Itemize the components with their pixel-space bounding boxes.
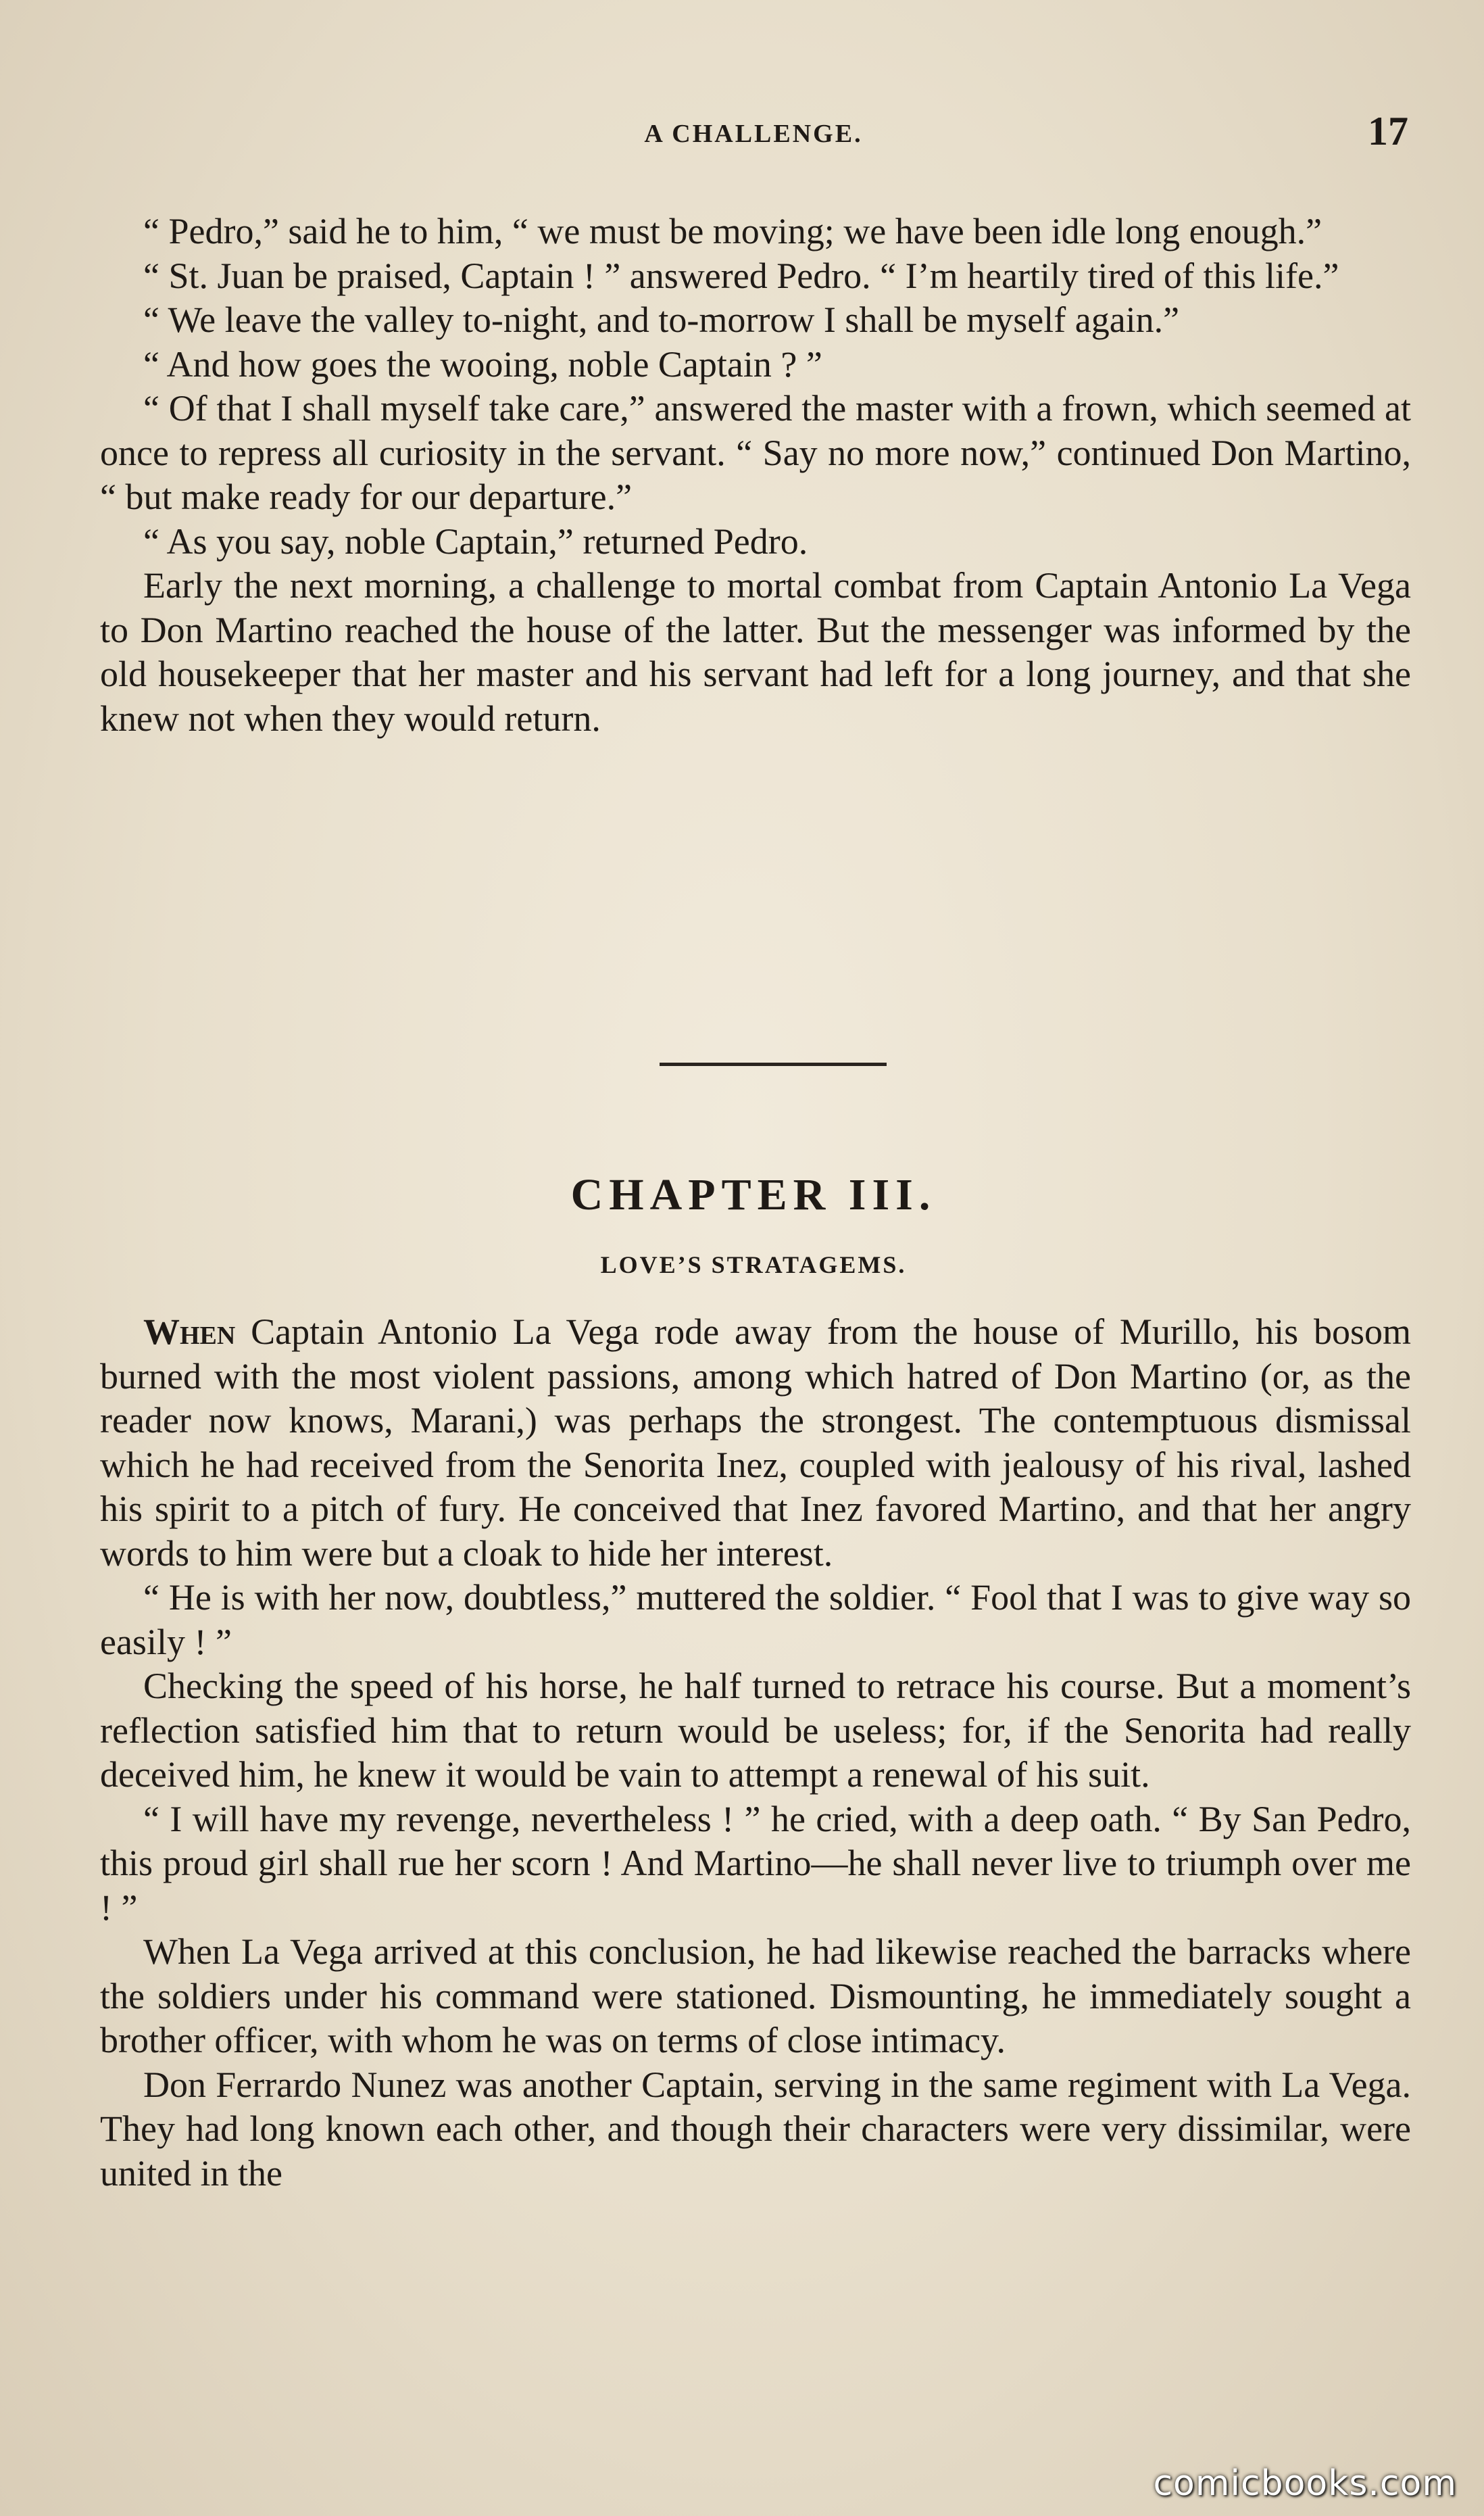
paragraph: “ He is with her now, doubtless,” muttered the soldier. “ Fool that I was to give way so easily ! ” [100, 1577, 1411, 1662]
paragraph: “ As you say, noble Captain,” returned Pedro. [143, 521, 808, 562]
paragraph: “ Of that I shall myself take care,” answered the master with a frown, which seemed at once to repress all curiosity in the servant. “ Say no more now,” continued Don Martino, “ but make ready for our departure.” [100, 388, 1411, 517]
paragraph: Checking the speed of his horse, he half turned to retrace his course. But a moment’s reflection satisfied him that to return would be useless; for, if the Senorita had really deceived him, he knew it would be vain to attempt a renewal of his suit. [100, 1666, 1411, 1795]
running-head: A CHALLENGE. [644, 120, 863, 148]
paragraph: “ St. Juan be praised, Captain ! ” answered Pedro. “ I’m heartily tired of this life.” [143, 255, 1339, 296]
opening-paragraph-text: Captain Antonio La Vega rode away from the house of Murillo, his bosom burned with the most violent passions, among which hatred of Don Martino (or, as the reader now knows, Marani,) was perhaps the strongest. The contemptuous dismissal which he had received from the Senorita Inez, coupled with jealousy of his rival, lashed his spirit to a pitch of fury. He conceived that Inez favored Martino, and that her angry words to him were but a cloak to hide her interest. [100, 1311, 1411, 1574]
watermark: comicbooks.com [1153, 2463, 1457, 2504]
paragraph: When La Vega arrived at this conclusion, he had likewise reached the barracks where the soldiers under his command were stationed. Dismounting, he immediately sought a brother officer, with whom he was on terms of close intimacy. [100, 1931, 1411, 2060]
section-1-text [100, 210, 1411, 741]
paragraph: “ And how goes the wooing, noble Captain ? ” [143, 343, 822, 385]
paragraph: Early the next morning, a challenge to mortal combat from Captain Antonio La Vega to Don Martino reached the house of the latter. But the messenger was informed by the old housekeeper that her master and his servant had left for a long journey, and that she knew not when they would return. [100, 565, 1411, 739]
page-number: 17 [1368, 109, 1408, 153]
opening-word: When [143, 1311, 236, 1352]
paragraph: “ I will have my revenge, nevertheless ! ” he cried, with a deep oath. “ By San Pedro, this proud girl shall rue her scorn ! And Martino—he shall never live to triumph over me ! ” [100, 1798, 1411, 1928]
chapter-title: CHAPTER III. [570, 1170, 937, 1219]
section-2-text [100, 1310, 1411, 2196]
chapter-subtitle: LOVE’S STRATAGEMS. [600, 1251, 907, 1278]
paragraph: Don Ferrardo Nunez was another Captain, serving in the same regiment with La Vega. They had long known each other, and though their characters were very dissimilar, were united in the [100, 2064, 1411, 2194]
page-header [95, 109, 1412, 168]
section-divider-rule [660, 1063, 887, 1066]
paragraph: “ We leave the valley to-night, and to-morrow I shall be myself again.” [143, 299, 1180, 340]
paragraph: “ Pedro,” said he to him, “ we must be moving; we have been idle long enough.” [143, 211, 1322, 251]
opening-paragraph [100, 1310, 1411, 1576]
